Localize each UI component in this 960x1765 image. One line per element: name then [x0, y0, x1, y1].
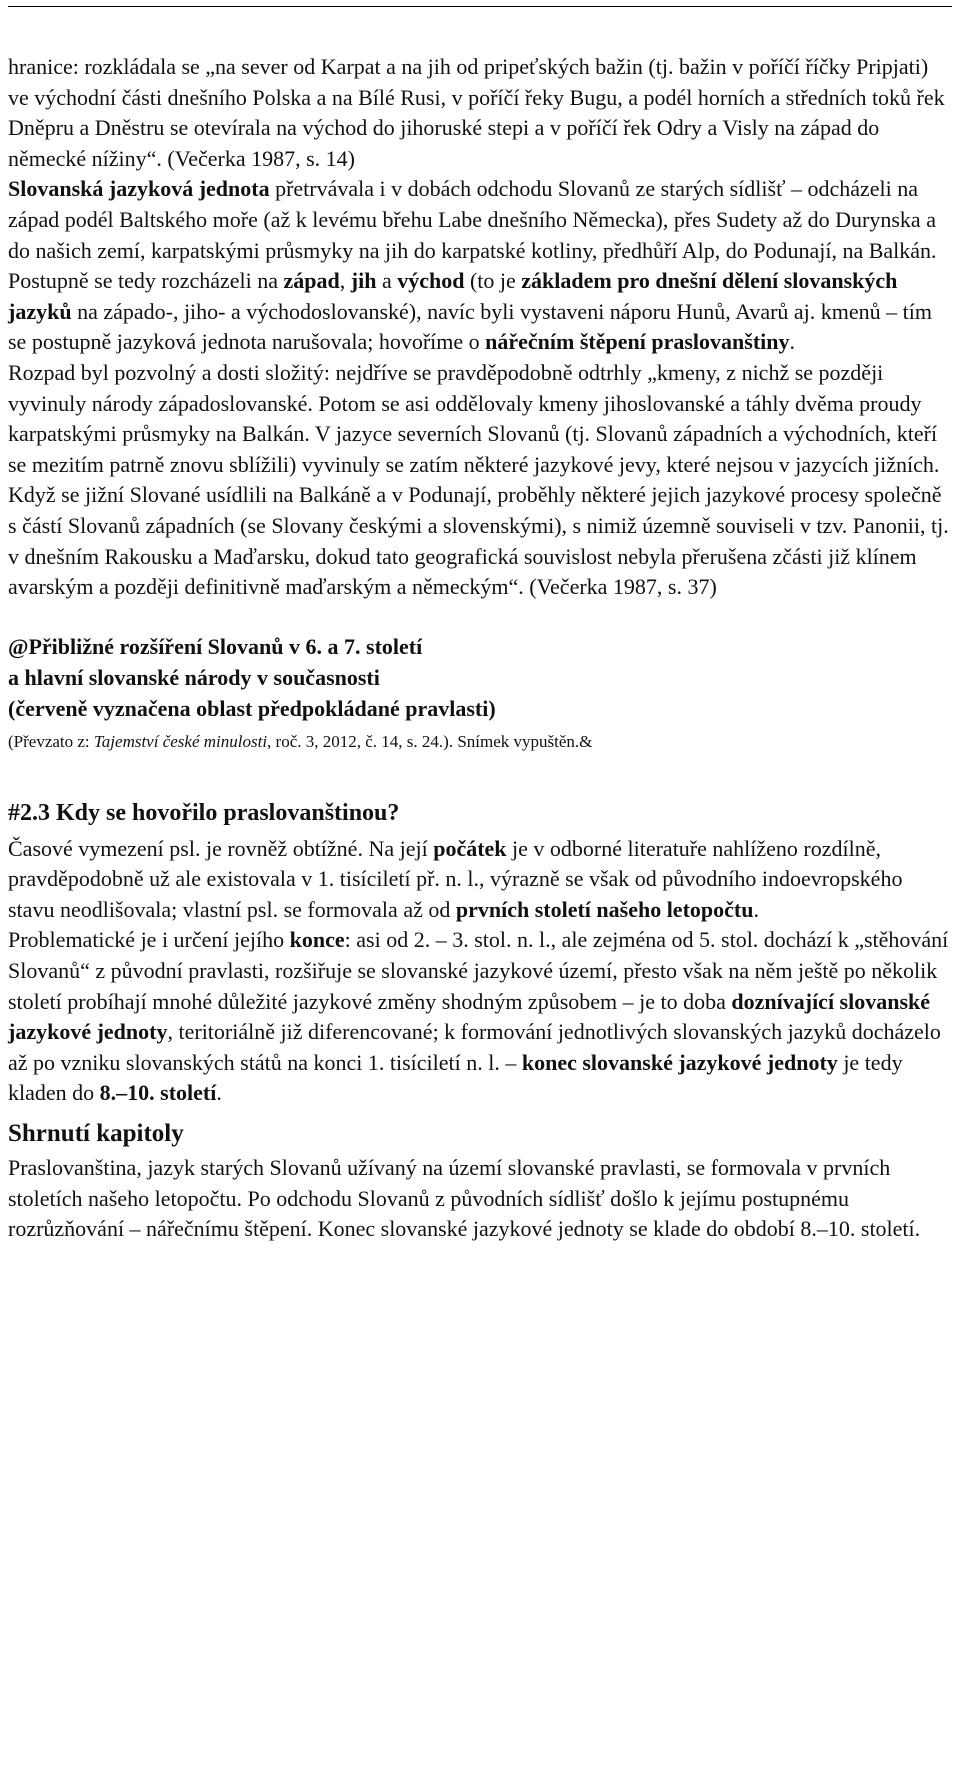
bold-run: jih [350, 268, 377, 294]
source-prefix: (Převzato z: [8, 731, 94, 751]
header-rule [8, 6, 952, 7]
bold-run: východ [397, 268, 465, 294]
section-paragraph-2 [8, 925, 952, 1109]
caption-line-3: (červeně vyznačena oblast předpokládané pravlasti) [8, 695, 496, 721]
text-run: je tedy kladen do [8, 1049, 903, 1106]
bold-run: 8.–10. století [99, 1080, 217, 1106]
text-run: : asi od 2. – 3. stol. n. l., ale zejména od 5. stol. dochází k „stěhování Slovanů“ z původní pravlasti, rozšiřuje se slovanské jazykové území, přesto však na něm ještě po několik století probíhají mnohé důležité jazykové změny shodným způsobem – je to doba [8, 927, 949, 1014]
intro-paragraph-2 [8, 174, 952, 358]
section-text [8, 834, 952, 1109]
text-run: . [216, 1080, 222, 1106]
text-run: je v odborné literatuře nahlíženo rozdílně, pravděpodobně už ale existovala v 1. tisíciletí př. n. l., výrazně se však od původního indoevropského stavu neodlišovala; vlastní psl. se formovala až od [8, 835, 903, 922]
bold-run: konce [289, 927, 345, 953]
text-run: (to je [464, 268, 522, 294]
bold-run: základem pro dnešní dělení slovanských jazyků [8, 268, 898, 324]
bold-run: konec slovanské jazykové jednoty [521, 1049, 838, 1075]
summary-heading: Shrnutí kapitoly [8, 1120, 184, 1148]
text-run: hranice: rozkládala se „na sever od Karpat a na jih od pripeťských bažin (tj. bažin v poříčí říčky Pripjati) ve východní části dnešního Polska a na Bílé Rusi, v poříčí řeky Bugu, a podél horních a středních toků řek Dněpru a Dněstru se otevírala na východ do jihoruské stepi a v poříčí řek Odry a Visly na západ do německé nížiny“. (Večerka 1987, s. 14) [8, 54, 945, 171]
bold-run: Slovanská jazyková jednota [8, 176, 270, 202]
intro-text [8, 52, 952, 603]
text-run: . [753, 896, 759, 922]
text-run: přetrvávala i v dobách odchodu Slovanů ze starých sídlišť – odcházeli na západ podél Baltského moře (až k levému břehu Labe dnešního Německa), přes Sudety až do Durynska a do našich zemí, karpatskými průsmyky na jih do karpatské kotliny, předhůří Alp, do Podunají, na Balkán. Postupně se tedy rozcházeli na [8, 176, 937, 294]
caption-line-1: @Přibližné rozšíření Slovanů v 6. a 7. století [8, 633, 423, 659]
document-page [8, 52, 952, 1245]
bold-run: západ [283, 268, 340, 294]
text-run: na západo-, jiho- a východoslovanské), navíc byli vystaveni náporu Hunů, Avarů aj. kmenů – tím se postupně jazyková jednota narušovala; hovoříme o [8, 298, 933, 355]
bold-run: počátek [433, 835, 507, 861]
text-run: Praslovanština, jazyk starých Slovanů užívaný na území slovanské pravlasti, se formovala v prvních stoletích našeho letopočtu. Po odchodu Slovanů z původních sídlišť došlo k jejímu postupnému rozrůzňování – nářečnímu štěpení. Konec slovanské jazykové jednoty se klade do období 8.–10. století. [8, 1155, 921, 1242]
text-run: , teritoriálně již diferencované; k formování jednotlivých slovanských jazyků docházelo až po vzniku slovanských států na konci 1. tisíciletí n. l. – [8, 1019, 941, 1075]
text-run: Časové vymezení psl. je rovněž obtížné. Na její [8, 835, 434, 861]
figure-caption [8, 631, 952, 754]
figure-source [8, 730, 952, 754]
source-suffix: , roč. 3, 2012, č. 14, s. 24.). Snímek vypuštěn.& [267, 731, 593, 751]
source-title: Tajemství české minulosti [93, 731, 268, 751]
text-run: Rozpad byl pozvolný a dosti složitý: nejdříve se pravděpodobně odtrhly „kmeny, z nichž se později vyvinuly národy západoslovanské. Potom se asi oddělovaly kmeny jihoslovanské a táhly dvěma proudy karpatskými průsmyky na Balkán. V jazyce severních Slovanů (tj. Slovanů západních a východních, kteří se mezitím patrně znovu sblížili) vyvinuly se zatím některé jazykové jevy, které nejsou v jazycích jižních. Když se jižní Slované usídlili na Balkáně a v Podunají, proběhly některé jejich jazykové procesy společně s částí Slovanů západních (se Slovany českými a slovenskými), s nimiž územně souviseli v tzv. Panonii, tj. v dnešním Rakousku a Maďarsku, dokud tato geografická souvislost nebyla přerušena zčásti již klínem avarským a později definitivně maďarským a německým“. (Večerka 1987, s. 37) [8, 359, 949, 600]
bold-run: nářečním štěpení praslovanštiny [485, 329, 790, 355]
caption-line-2: a hlavní slovanské národy v současnosti [8, 664, 380, 690]
text-run: . [789, 329, 796, 355]
summary-paragraph [8, 1153, 952, 1245]
bold-run: doznívající slovanské jazykové jednoty [8, 988, 931, 1045]
section-heading: #2.3 Kdy se hovořilo praslovanštinou? [8, 799, 400, 826]
bold-run: prvních století našeho letopočtu [455, 896, 754, 922]
text-run: , [339, 268, 351, 294]
section-paragraph-1 [8, 834, 952, 926]
intro-paragraph-3 [8, 358, 952, 603]
text-run: a [376, 268, 398, 294]
summary-text [8, 1153, 952, 1245]
intro-paragraph-1 [8, 52, 952, 174]
text-run: Problematické je i určení jejího [8, 927, 290, 953]
